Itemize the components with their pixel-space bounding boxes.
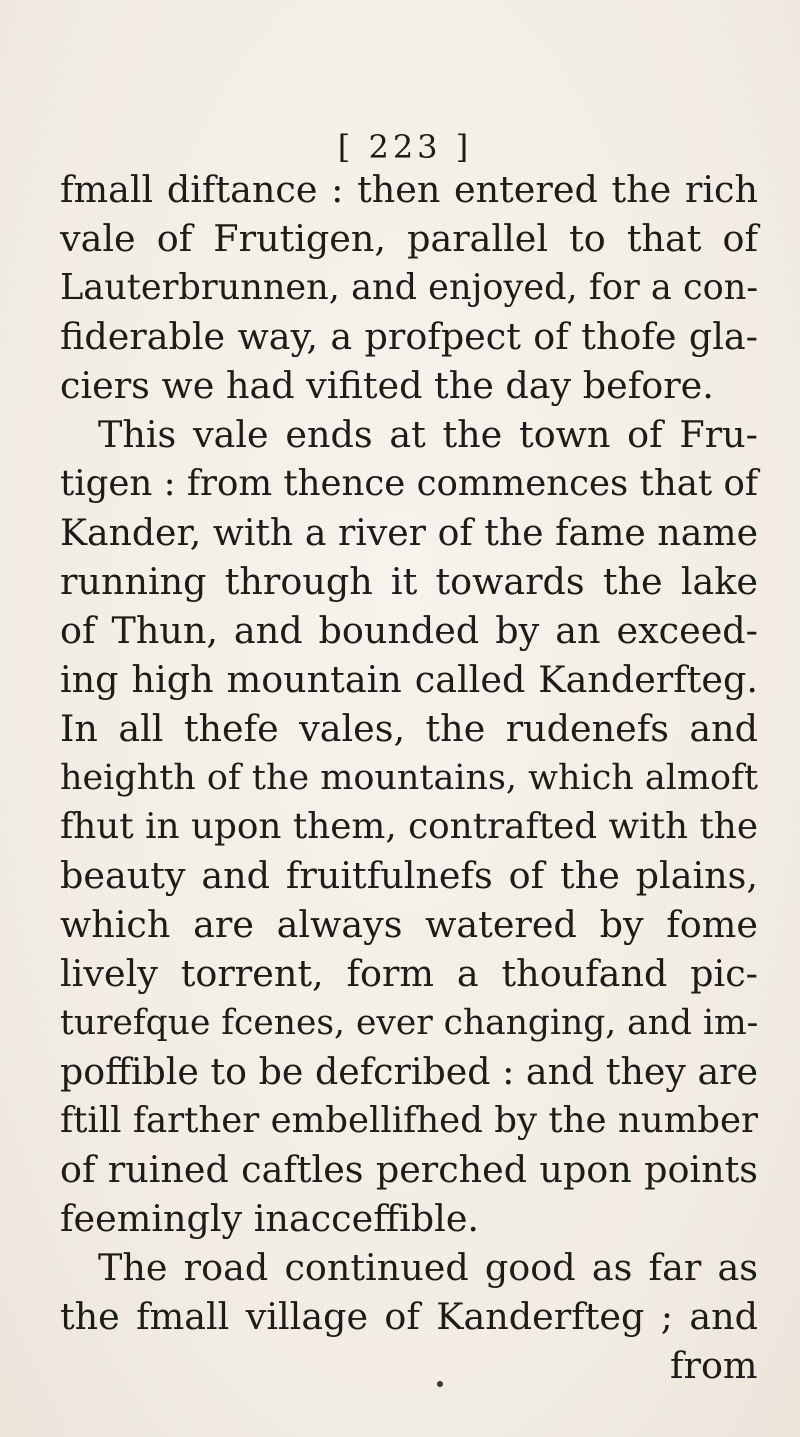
text-line: which are always watered by fome: [60, 903, 758, 946]
catchword: from: [670, 1344, 758, 1387]
text-line: poffible to be defcribed : and they are: [60, 1050, 758, 1093]
text-line: This vale ends at the town of Fru-: [98, 413, 758, 456]
text-line: of ruined caftles perched upon points: [60, 1148, 758, 1191]
text-line: tigen : from thence commences that of: [60, 463, 758, 504]
text-line: heighth of the mountains, which almoft: [60, 758, 758, 798]
text-line: turefque fcenes, ever changing, and im-: [60, 1003, 759, 1043]
text-line: Kander, with a river of the fame name: [60, 511, 758, 554]
text-line: ftill farther embellifhed by the number: [60, 1100, 758, 1141]
text-line: The road continued good as far as: [98, 1246, 758, 1289]
text-line: ciers we had vifited the day before.: [60, 364, 714, 407]
text-line: fiderable way, a profpect of thofe gla-: [60, 315, 758, 358]
text-line: feemingly inacceffible.: [60, 1197, 480, 1240]
ink-speck: [437, 1381, 443, 1387]
text-line: Lauterbrunnen, and enjoyed, for a con-: [60, 267, 759, 308]
text-line: of Thun, and bounded by an exceed-: [60, 609, 758, 652]
page-number: [ 223 ]: [337, 128, 473, 166]
text-line: ing high mountain called Kanderfteg.: [60, 658, 758, 701]
text-line: In all thefe vales, the rudenefs and: [60, 707, 758, 750]
text-line: fmall diftance : then entered the rich: [60, 168, 758, 211]
text-line: vale of Frutigen, parallel to that of: [60, 217, 758, 260]
text-line: lively torrent, form a thoufand pic-: [60, 952, 758, 995]
text-line: beauty and fruitfulnefs of the plains,: [60, 854, 758, 897]
text-line: fhut in upon them, contrafted with the: [60, 806, 758, 847]
text-line: running through it towards the lake: [60, 560, 758, 603]
text-line: the fmall village of Kanderfteg ; and: [60, 1295, 758, 1338]
